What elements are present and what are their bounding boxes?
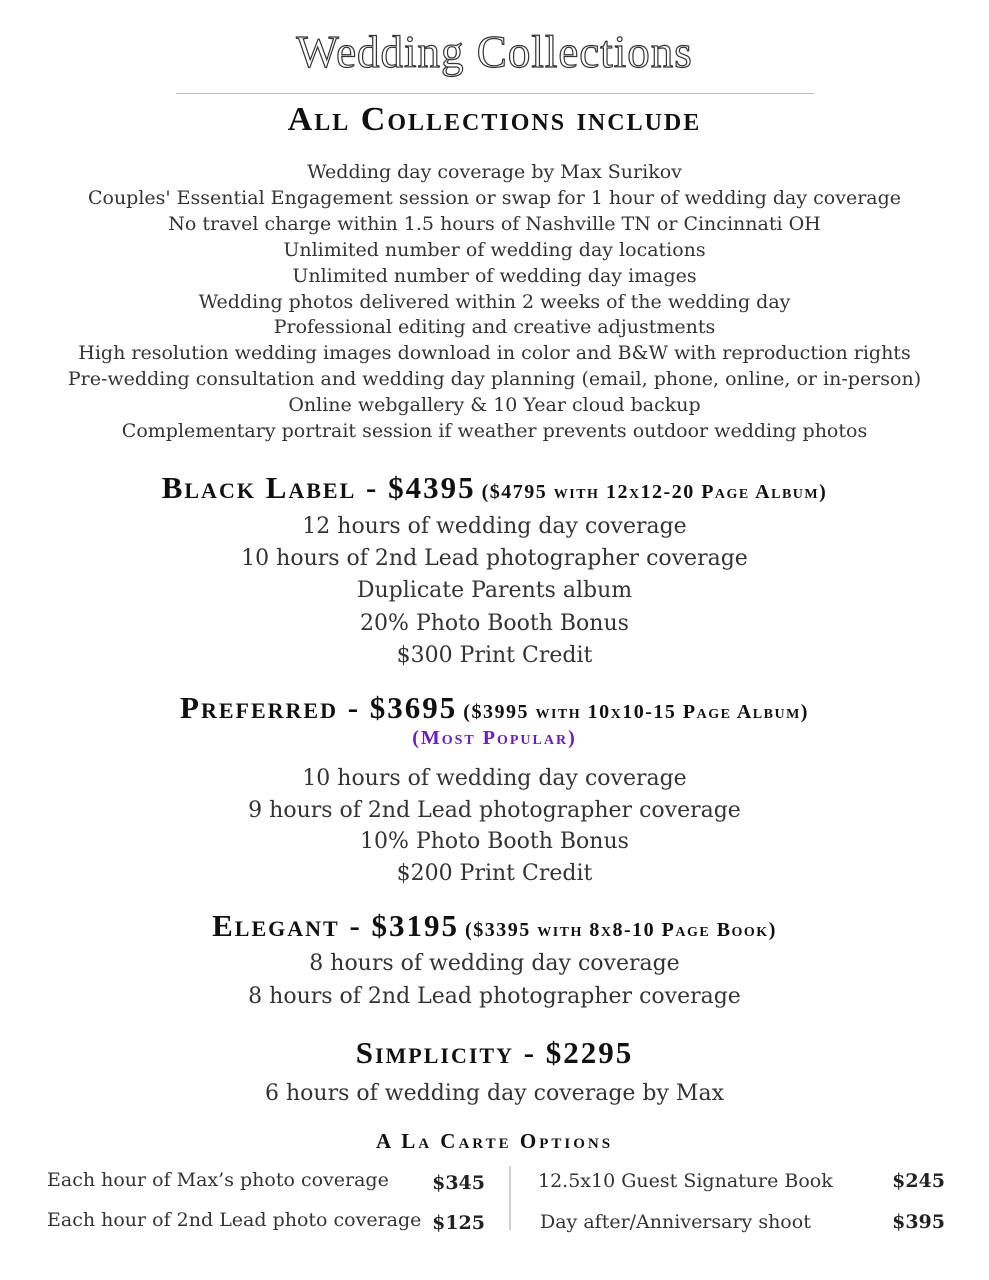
list-item: Online webgallery & 10 Year cloud backup (288, 394, 701, 417)
package-elegant-list (0, 948, 989, 1013)
package-black-label-list (0, 511, 989, 672)
includes-list (0, 160, 989, 445)
list-item: 12 hours of wedding day coverage (302, 514, 687, 539)
a-la-carte-item-label: Each hour of 2nd Lead photo coverage (47, 1209, 422, 1231)
list-item: $200 Print Credit (396, 860, 593, 886)
a-la-carte-item-price: $395 (892, 1211, 945, 1233)
column-divider (509, 1166, 511, 1230)
list-item: Wedding photos delivered within 2 weeks of the wedding day (198, 290, 791, 313)
list-item: 9 hours of 2nd Lead photographer coverage (248, 797, 741, 823)
list-item: Complementary portrait session if weather prevents outdoor wedding photos (121, 420, 868, 443)
list-item: 20% Photo Booth Bonus (360, 610, 629, 636)
package-preferred-list (0, 763, 989, 889)
list-item: $300 Print Credit (396, 642, 593, 668)
list-item: 6 hours of wedding day coverage by Max (265, 1081, 724, 1106)
list-item: Unlimited number of wedding day images (292, 264, 697, 287)
list-item: Duplicate Parents album (356, 578, 633, 604)
list-item: 10 hours of wedding day coverage (302, 766, 687, 791)
list-item: No travel charge within 1.5 hours of Nashville TN or Cincinnati OH (168, 212, 821, 235)
package-black-label-heading (0, 470, 989, 506)
a-la-carte-item-price: $125 (432, 1212, 485, 1234)
a-la-carte-item-price: $245 (892, 1170, 945, 1192)
a-la-carte-heading: A La Carte Options (375, 1129, 614, 1153)
package-name: Elegant - $3195 (212, 908, 460, 943)
list-item: 8 hours of 2nd Lead photographer coverage (248, 983, 741, 1009)
list-item: 10 hours of 2nd Lead photographer coverage (241, 546, 748, 572)
a-la-carte-item-label: Each hour of Max’s photo coverage (47, 1169, 389, 1191)
list-item: 8 hours of wedding day coverage (309, 951, 680, 976)
list-item: 10% Photo Booth Bonus (360, 829, 629, 854)
list-item: Wedding day coverage by Max Surikov (307, 161, 682, 183)
package-note: ($4795 with 12x12-20 Page Album) (481, 481, 828, 503)
package-preferred-heading (0, 690, 989, 726)
package-name: Black Label - $4395 (161, 470, 476, 505)
page-title: Wedding Collections (296, 27, 693, 77)
a-la-carte-item-price: $345 (432, 1172, 485, 1194)
package-simplicity-list (0, 1078, 989, 1110)
list-item: Professional editing and creative adjustments (273, 316, 716, 339)
package-note: ($3395 with 8x8-10 Page Book) (465, 919, 777, 941)
list-item: High resolution wedding images download in color and B&W with reproduction rights (78, 342, 911, 365)
package-name: Simplicity - $2295 (355, 1035, 634, 1070)
list-item: Pre-wedding consultation and wedding day planning (email, phone, online, or in-person) (67, 368, 922, 391)
title-divider (176, 93, 814, 94)
package-name: Preferred - $3695 (180, 690, 458, 725)
package-note: ($3995 with 10x10-15 Page Album) (463, 701, 809, 723)
list-item: Couples' Essential Engagement session or swap for 1 hour of wedding day coverage (87, 186, 902, 209)
package-simplicity-heading (0, 1035, 989, 1071)
most-popular-badge: (Most Popular) (412, 727, 577, 749)
a-la-carte-item-label: 12.5x10 Guest Signature Book (538, 1170, 833, 1192)
a-la-carte-item-label: Day after/Anniversary shoot (540, 1211, 811, 1233)
package-elegant-heading (0, 908, 989, 944)
includes-heading: All Collections include (287, 101, 702, 138)
list-item: Unlimited number of wedding day locations (283, 238, 706, 261)
